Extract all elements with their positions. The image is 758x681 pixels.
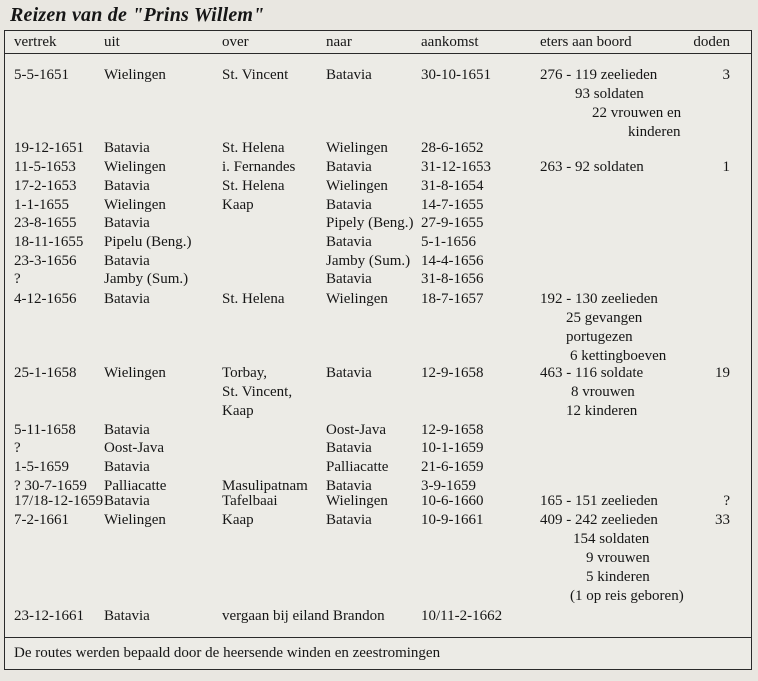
cell-eters-line: 192 - 130 zeelieden (540, 291, 658, 307)
cell-over: Kaap (222, 512, 254, 528)
cell-eters-line: 263 - 92 soldaten (540, 159, 644, 175)
cell-over: Tafelbaai (222, 493, 278, 509)
cell-uit: Batavia (104, 422, 150, 438)
cell-uit: Wielingen (104, 512, 166, 528)
cell-doden: 33 (715, 512, 730, 528)
cell-naar: Palliacatte (326, 459, 389, 475)
cell-aankomst: 10-6-1660 (421, 493, 484, 509)
header-aankomst: aankomst (421, 34, 479, 50)
header-uit: uit (104, 34, 120, 50)
cell-aankomst: 14-4-1656 (421, 253, 484, 269)
cell-naar: Batavia (326, 271, 372, 287)
cell-aankomst: 10-1-1659 (421, 440, 484, 456)
cell-naar: Wielingen (326, 178, 388, 194)
cell-aankomst: 14-7-1655 (421, 197, 484, 213)
cell-vertrek: 19-12-1651 (14, 140, 84, 156)
cell-naar: Batavia (326, 234, 372, 250)
cell-uit: Batavia (104, 493, 150, 509)
cell-vertrek: 1-1-1655 (14, 197, 69, 213)
cell-vertrek: 23-3-1656 (14, 253, 77, 269)
cell-eters-line: 25 gevangen (566, 310, 643, 326)
cell-uit: Batavia (104, 291, 150, 307)
cell-naar: Batavia (326, 512, 372, 528)
cell-doden: ? (723, 493, 730, 509)
cell-over: Kaap (222, 197, 254, 213)
cell-aankomst: 21-6-1659 (421, 459, 484, 475)
cell-uit: Pipelu (Beng.) (104, 234, 192, 250)
cell-eters-line: (1 op reis geboren) (570, 588, 684, 604)
cell-naar: Batavia (326, 478, 372, 494)
header-naar: naar (326, 34, 352, 50)
cell-eters-line: portugezen (566, 329, 633, 345)
cell-vertrek: 11-5-1653 (14, 159, 76, 175)
cell-aankomst: 30-10-1651 (421, 67, 491, 83)
cell-uit: Batavia (104, 608, 150, 624)
cell-vertrek: ? 30-7-1659 (14, 478, 87, 494)
cell-vertrek: 5-5-1651 (14, 67, 69, 83)
cell-vertrek: 7-2-1661 (14, 512, 69, 528)
cell-naar: Oost-Java (326, 422, 386, 438)
cell-uit: Batavia (104, 459, 150, 475)
footer-divider (4, 637, 752, 638)
cell-naar: Wielingen (326, 140, 388, 156)
cell-eters-line: 154 soldaten (573, 531, 650, 547)
cell-aankomst: 31-12-1653 (421, 159, 491, 175)
cell-aankomst: 10-9-1661 (421, 512, 484, 528)
cell-uit: Batavia (104, 178, 150, 194)
header-eters: eters aan boord (540, 34, 632, 50)
cell-uit: Batavia (104, 215, 150, 231)
cell-vertrek: 23-12-1661 (14, 608, 84, 624)
cell-doden: 19 (715, 365, 730, 381)
cell-over: St. Vincent (222, 67, 289, 83)
cell-vertrek: 4-12-1656 (14, 291, 77, 307)
cell-eters-line: 9 vrouwen (586, 550, 650, 566)
cell-aankomst: 27-9-1655 (421, 215, 484, 231)
cell-naar: Jamby (Sum.) (326, 253, 411, 269)
cell-naar: Wielingen (326, 291, 388, 307)
cell-naar: Batavia (326, 365, 372, 381)
cell-naar: Batavia (326, 440, 372, 456)
cell-over: St. Helena (222, 140, 285, 156)
cell-over: St. Helena (222, 178, 285, 194)
cell-naar: Pipely (Beng.) (326, 215, 414, 231)
cell-eters-line: 8 vrouwen (571, 384, 635, 400)
header-vertrek: vertrek (14, 34, 57, 50)
cell-uit: Oost-Java (104, 440, 164, 456)
cell-over: Masulipatnam (222, 478, 308, 494)
cell-uit: Wielingen (104, 365, 166, 381)
cell-eters-line: 165 - 151 zeelieden (540, 493, 658, 509)
cell-doden: 3 (722, 67, 730, 83)
cell-eters-line: 463 - 116 soldate (540, 365, 644, 381)
cell-aankomst: 12-9-1658 (421, 422, 484, 438)
header-doden: doden (693, 34, 730, 50)
header-over: over (222, 34, 249, 50)
cell-vertrek: 1-5-1659 (14, 459, 69, 475)
cell-aankomst: 5-1-1656 (421, 234, 476, 250)
cell-eters-line: 22 vrouwen en (592, 105, 682, 121)
cell-uit: Palliacatte (104, 478, 167, 494)
cell-aankomst: 10/11-2-1662 (421, 608, 503, 624)
cell-over: Torbay, St. Vincent, Kaap (222, 365, 293, 419)
cell-vertrek: 17-2-1653 (14, 178, 77, 194)
cell-over: vergaan bij eiland Brandon (222, 608, 385, 624)
cell-aankomst: 28-6-1652 (421, 140, 484, 156)
cell-vertrek: ? (14, 440, 21, 456)
cell-aankomst: 18-7-1657 (421, 291, 484, 307)
header-divider (4, 53, 752, 54)
cell-eters-line: 6 kettingboeven (570, 348, 667, 364)
cell-aankomst: 31-8-1656 (421, 271, 484, 287)
cell-naar: Batavia (326, 159, 372, 175)
cell-vertrek: 18-11-1655 (14, 234, 84, 250)
cell-aankomst: 3-9-1659 (421, 478, 476, 494)
cell-naar: Batavia (326, 67, 372, 83)
cell-eters-line: 409 - 242 zeelieden (540, 512, 658, 528)
cell-eters-line: 93 soldaten (575, 86, 644, 102)
cell-over: St. Helena (222, 291, 285, 307)
cell-uit: Wielingen (104, 159, 166, 175)
cell-over: i. Fernandes (222, 159, 296, 175)
footer-note: De routes werden bepaald door de heersende winden en zeestromingen (14, 645, 441, 661)
cell-vertrek: 23-8-1655 (14, 215, 77, 231)
cell-eters-line: 12 kinderen (566, 403, 638, 419)
cell-uit: Batavia (104, 253, 150, 269)
cell-eters-line: kinderen (628, 124, 681, 140)
cell-uit: Wielingen (104, 197, 166, 213)
cell-naar: Batavia (326, 197, 372, 213)
document-title: Reizen van de "Prins Willem" (10, 4, 265, 26)
cell-aankomst: 31-8-1654 (421, 178, 484, 194)
cell-naar: Wielingen (326, 493, 388, 509)
cell-uit: Jamby (Sum.) (104, 271, 189, 287)
cell-uit: Batavia (104, 140, 150, 156)
cell-vertrek: 25-1-1658 (14, 365, 77, 381)
cell-aankomst: 12-9-1658 (421, 365, 484, 381)
cell-vertrek: 5-11-1658 (14, 422, 76, 438)
cell-doden: 1 (722, 159, 730, 175)
cell-vertrek: 17/18-12-1659 (14, 493, 104, 509)
cell-vertrek: ? (14, 271, 21, 287)
cell-eters-line: 5 kinderen (586, 569, 650, 585)
cell-uit: Wielingen (104, 67, 166, 83)
cell-eters-line: 276 - 119 zeelieden (540, 67, 658, 83)
